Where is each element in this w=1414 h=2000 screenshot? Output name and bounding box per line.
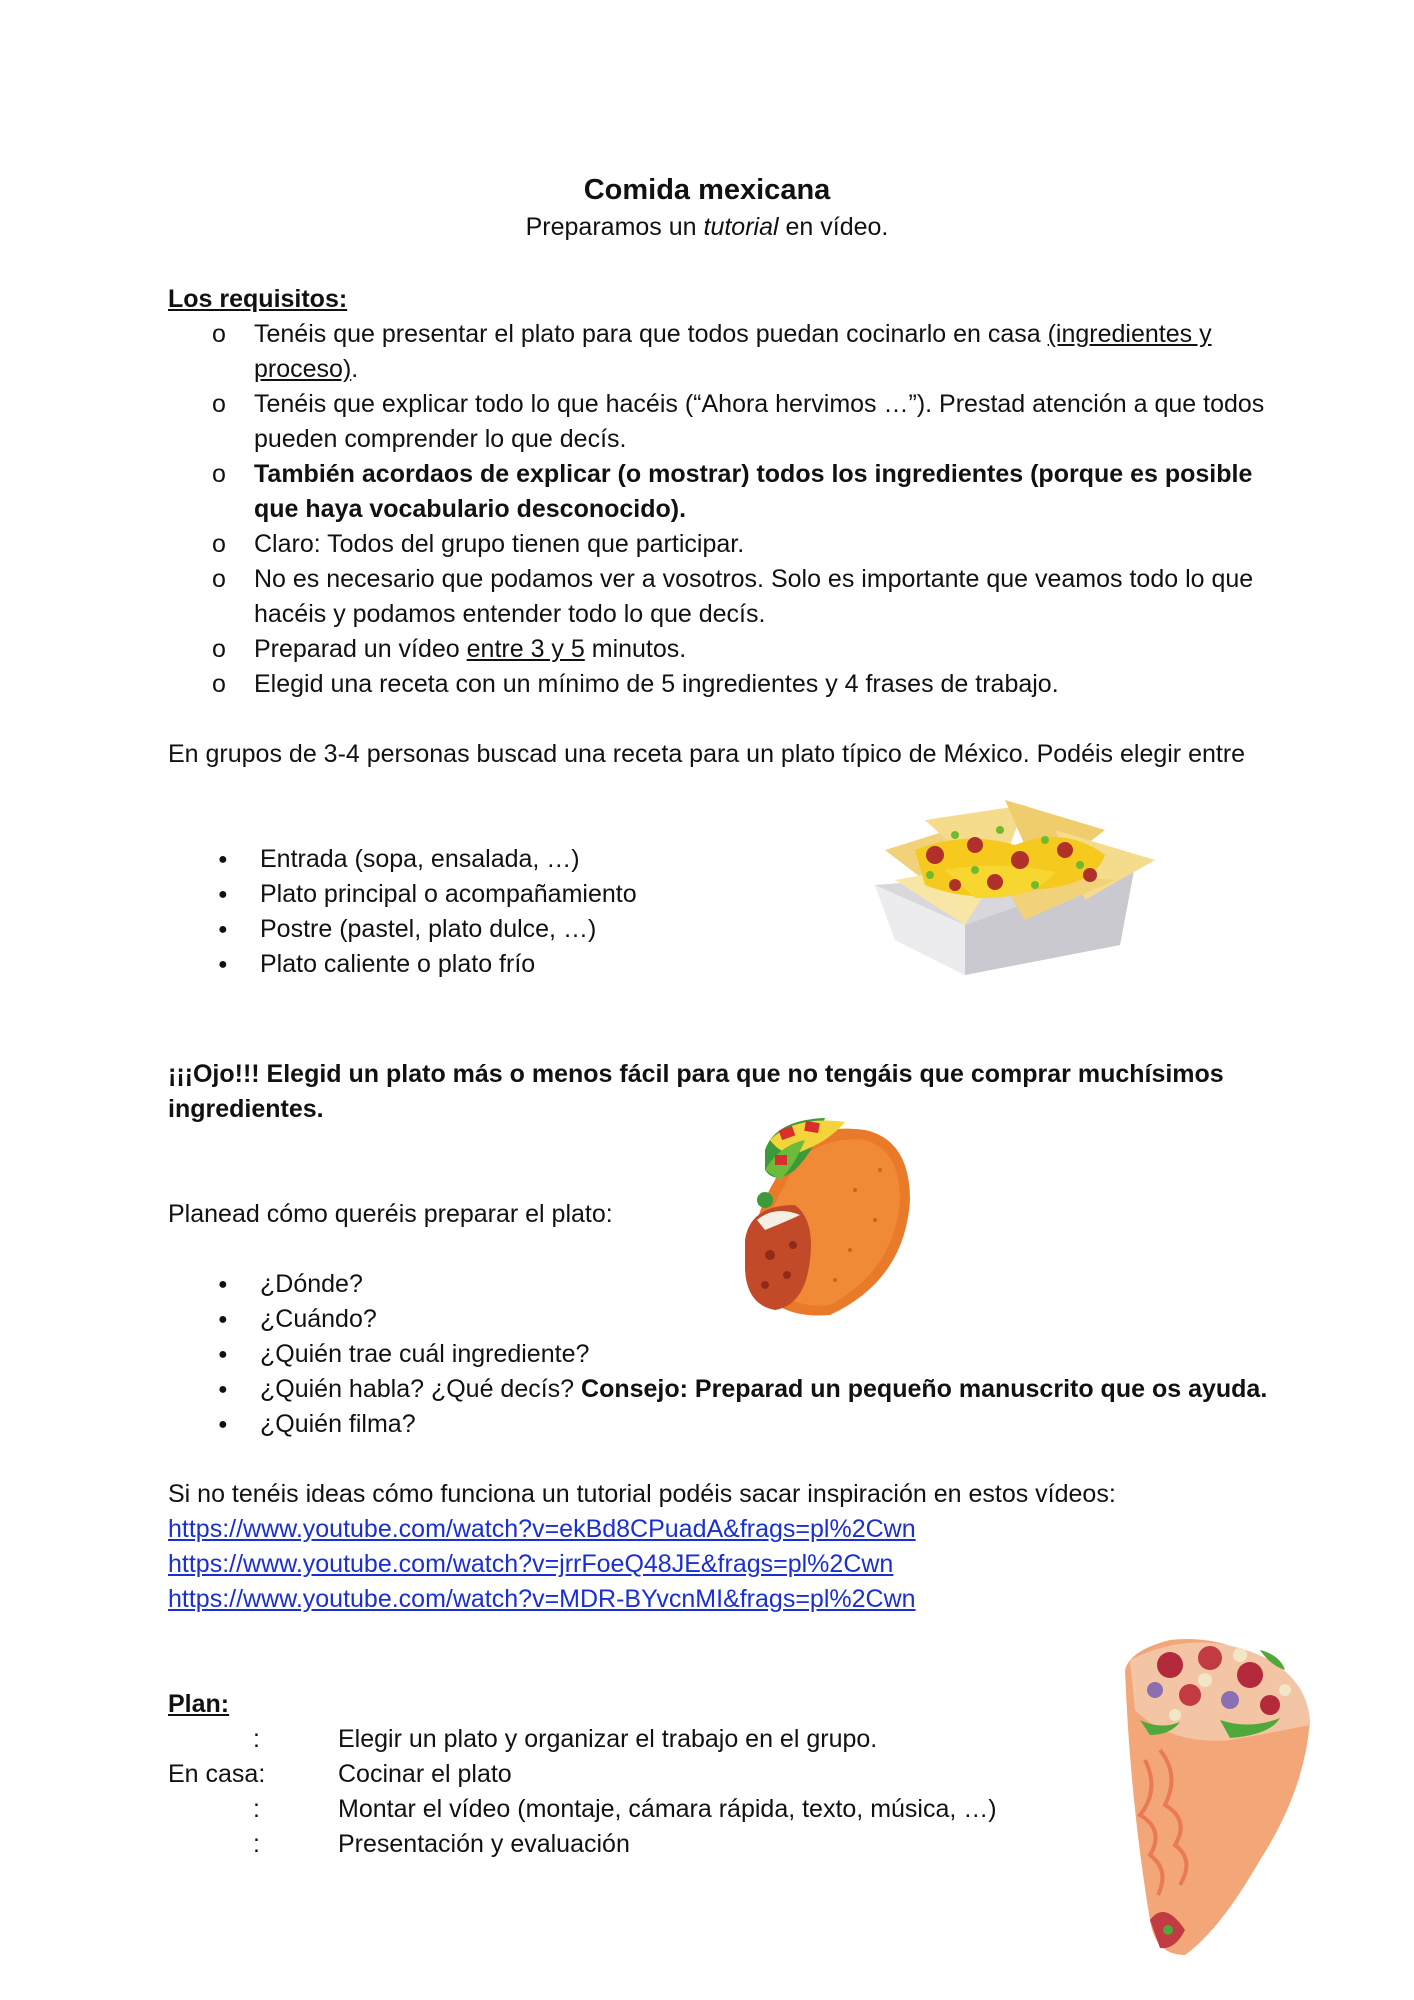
option-item: ● Postre (pastel, plato dulce, …) (168, 912, 868, 947)
requisito-item: o Tenéis que presentar el plato para que todos puedan cocinarlo en casa (ingredientes y proceso). (168, 317, 1268, 387)
plan-row (168, 1827, 1068, 1862)
plan-key: : (253, 1795, 260, 1823)
question-item: ● ¿Quién filma? (168, 1407, 1278, 1442)
question-item: ● ¿Quién habla? ¿Qué decís? Consejo: Preparad un pequeño manuscrito que os ayuda. (168, 1372, 1278, 1407)
requisitos-heading: Los requisitos: (168, 285, 348, 313)
question-item: ● ¿Quién trae cuál ingrediente? (168, 1337, 1278, 1372)
question-item: ● ¿Cuándo? (168, 1302, 1278, 1337)
subtitle-italic: tutorial (703, 213, 779, 241)
plan-row (168, 1792, 1068, 1827)
requisito-item: o También acordaos de explicar (o mostrar) todos los ingredientes (porque es posible que haya vocabulario desconocido). (168, 457, 1268, 527)
plan-row (168, 1722, 1068, 1757)
option-item: ● Plato caliente o plato frío (168, 947, 868, 982)
requisito-item: o Preparad un vídeo entre 3 y 5 minutos. (168, 632, 1268, 667)
video-link[interactable]: https://www.youtube.com/watch?v=jrrFoeQ48JE&frags=pl%2Cwn (168, 1550, 894, 1578)
video-link[interactable]: https://www.youtube.com/watch?v=MDR-BYvcnMI&frags=pl%2Cwn (168, 1585, 916, 1613)
page-subtitle (0, 210, 1414, 245)
options-list (168, 842, 868, 982)
plan-value: Cocinar el plato (338, 1760, 512, 1788)
plan-value: Presentación y evaluación (338, 1830, 630, 1858)
requisito-item: o Elegid una receta con un mínimo de 5 ingredientes y 4 frases de trabajo. (168, 667, 1268, 702)
option-item: ● Plato principal o acompañamiento (168, 877, 868, 912)
question-item: ● ¿Dónde? (168, 1267, 1278, 1302)
grupos-options (168, 842, 868, 982)
questions-list (168, 1267, 1278, 1442)
plan-key: En casa: (168, 1760, 266, 1788)
requisitos-section (168, 282, 1268, 702)
option-item: ● Entrada (sopa, ensalada, …) (168, 842, 868, 877)
videos-intro: Si no tenéis ideas cómo funciona un tutorial podéis sacar inspiración en estos vídeos: (168, 1480, 1116, 1508)
video-link[interactable]: https://www.youtube.com/watch?v=ekBd8CPuadA&frags=pl%2Cwn (168, 1515, 916, 1543)
plan-key: : (253, 1830, 260, 1858)
requisito-item: o Tenéis que explicar todo lo que hacéis (“Ahora hervimos …”). Prestad atención a que todos pueden comprender lo que decís. (168, 387, 1268, 457)
requisitos-list (168, 317, 1268, 702)
planead-questions (168, 1267, 1278, 1442)
videos-section (168, 1477, 1268, 1617)
plan-value: Montar el vídeo (montaje, cámara rápida, texto, música, …) (338, 1795, 997, 1823)
plan-section (168, 1687, 1068, 1862)
plan-row (168, 1757, 1068, 1792)
page-title: Comida mexicana (583, 174, 831, 206)
requisito-item: o Claro: Todos del grupo tienen que participar. (168, 527, 1268, 562)
grupos-intro: En grupos de 3-4 personas buscad una receta para un plato típico de México. Podéis elegir entre (168, 740, 1246, 768)
requisito-item: o No es necesario que podamos ver a vosotros. Solo es importante que veamos todo lo que hacéis y podamos entender todo lo que decís. (168, 562, 1268, 632)
wrap-illustration (1110, 1630, 1325, 1960)
nachos-illustration (855, 790, 1165, 980)
subtitle-text-after: en vídeo. (778, 213, 889, 241)
planead-intro: Planead cómo queréis preparar el plato: (168, 1200, 613, 1228)
plan-value: Elegir un plato y organizar el trabajo en el grupo. (338, 1725, 878, 1753)
plan-heading: Plan: (168, 1690, 230, 1718)
ojo-warning: ¡¡¡Ojo!!! Elegid un plato más o menos fácil para que no tengáis que comprar muchísimos ingredientes. (168, 1060, 1224, 1123)
subtitle-text-before: Preparamos un (525, 213, 704, 241)
plan-key: : (253, 1725, 260, 1753)
